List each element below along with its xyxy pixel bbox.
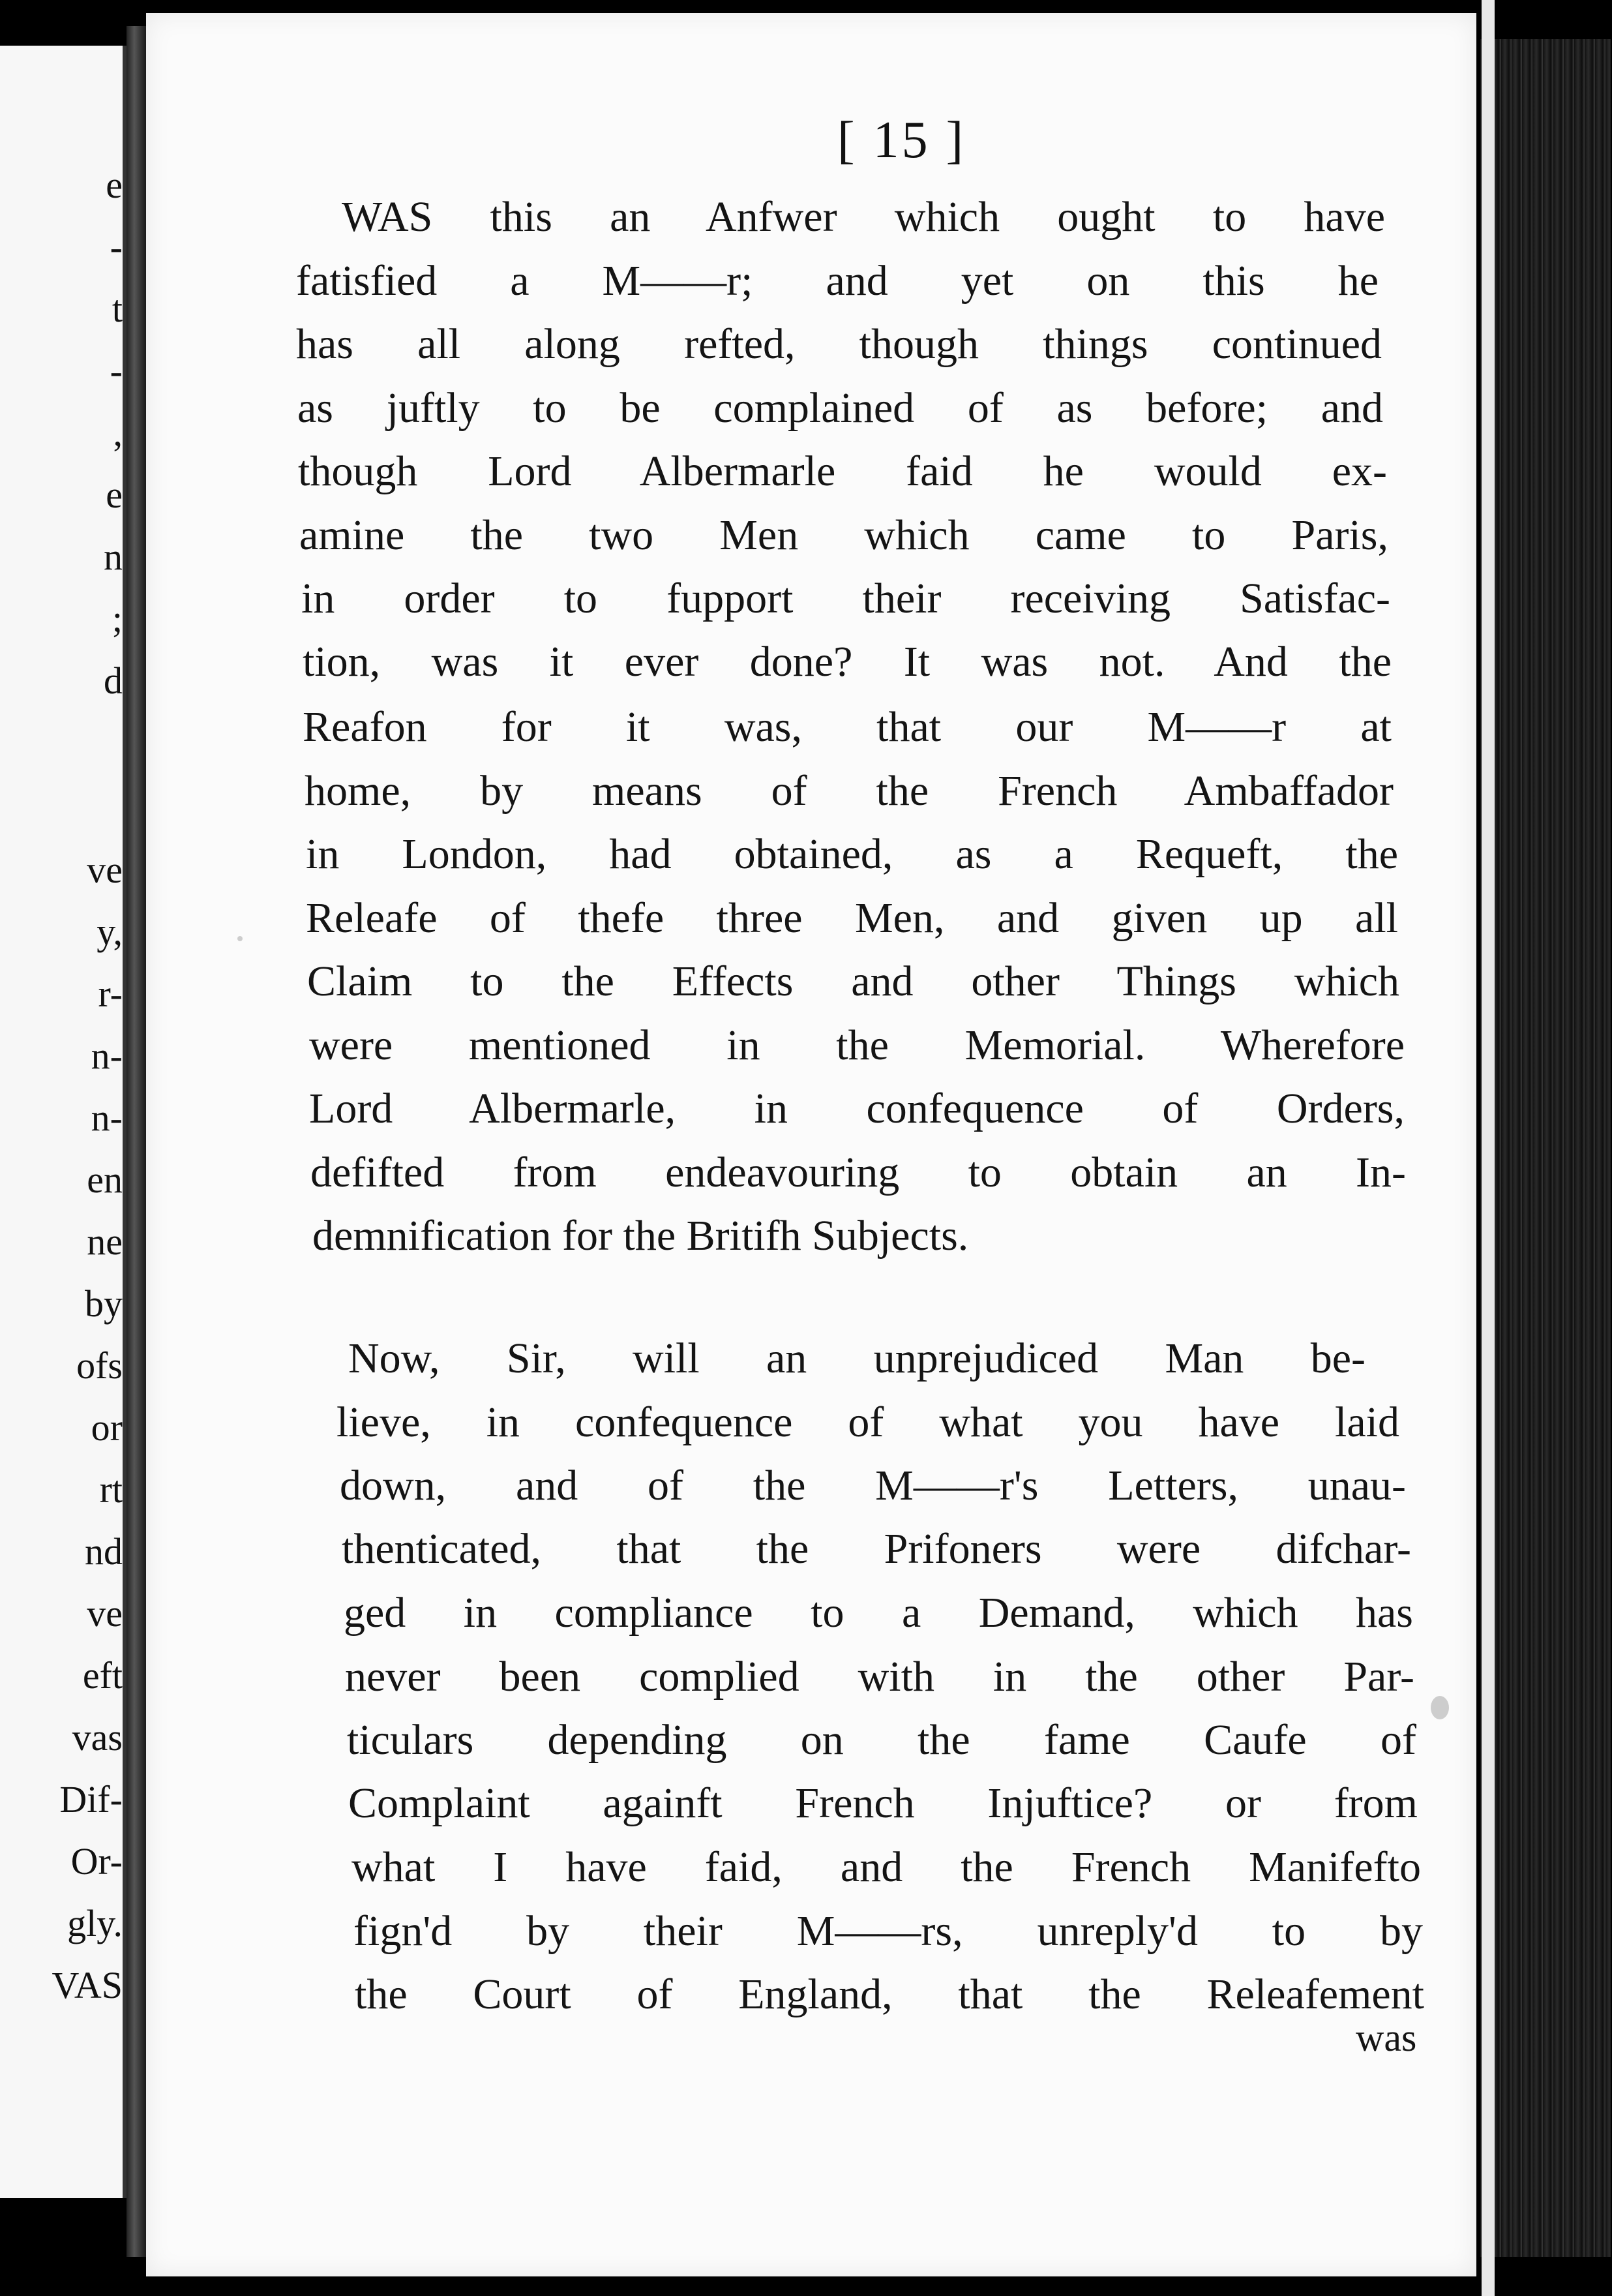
text-line: as juftly to be complained of as before; and [297, 384, 1383, 432]
text-line: amine the two Men which came to Paris, [299, 511, 1388, 559]
left-page-text-fragment: y, [97, 911, 123, 953]
text-line: lieve, in confequence of what you have laid [336, 1398, 1399, 1446]
text-line: fatisfied a M——r; and yet on this he [296, 257, 1379, 305]
page-edge-highlight [1482, 0, 1495, 2296]
text-line: has all along refted, though things continued [296, 320, 1382, 368]
text-line: the Court of England, that the Releafement [355, 1971, 1424, 2018]
text-line: were mentioned in the Memorial. Wherefore [309, 1021, 1405, 1069]
text-line: in order to fupport their receiving Satisfac- [301, 575, 1390, 622]
left-page-text-fragment: Dif- [59, 1778, 123, 1820]
left-page-text-fragment: ; [112, 597, 123, 640]
text-line: Lord Albermarle, in confequence of Orders, [309, 1085, 1405, 1132]
left-page-text-fragment: rt [99, 1468, 123, 1511]
main-page [146, 13, 1476, 2276]
left-page-text-fragment: en [87, 1158, 123, 1201]
left-page-text-fragment: e [106, 164, 123, 206]
left-page-text-fragment: - [110, 350, 123, 392]
text-line: what I have faid, and the French Manifefto [351, 1843, 1421, 1891]
left-page-text-fragment: or [91, 1406, 123, 1449]
smudge-mark [1431, 1696, 1449, 1719]
catchword: was [1356, 2016, 1417, 2059]
left-page-text-fragment: r- [98, 973, 123, 1015]
left-page-text-fragment: ofs [76, 1344, 123, 1387]
left-page-text-fragment: t [112, 288, 123, 330]
text-line: Claim to the Effects and other Things which [307, 958, 1399, 1005]
book-gutter [127, 26, 146, 2257]
text-line: Reafon for it was, that our M——r at [303, 703, 1392, 751]
text-line: Releafe of thefe three Men, and given up all [306, 894, 1398, 942]
left-page-text-fragment: n [104, 536, 123, 578]
left-page-text-fragment: n- [91, 1035, 123, 1077]
text-line: tion, was it ever done? It was not. And the [303, 638, 1392, 686]
text-line: thenticated, that the Prifoners were difchar- [342, 1525, 1411, 1573]
text-line: demnification for the Britifh Subjects. [312, 1212, 969, 1260]
text-line: Now, Sir, will an unprejudiced Man be- [348, 1335, 1366, 1382]
text-line: home, by means of the French Ambaffador [305, 767, 1394, 815]
text-line: down, and of the M——r's Letters, unau- [340, 1462, 1406, 1509]
left-page-text-fragment: e [106, 474, 123, 516]
page-number: [ 15 ] [837, 112, 966, 169]
text-line: fign'd by their M——rs, unreply'd to by [353, 1907, 1423, 1955]
left-page-text-fragment: d [104, 659, 123, 702]
text-line: Complaint againft French Injuftice? or from [348, 1779, 1418, 1827]
left-page-text-fragment: , [113, 412, 123, 454]
text-line: defifted from endeavouring to obtain an In- [310, 1149, 1406, 1196]
text-line: in London, had obtained, as a Requeft, the [306, 830, 1398, 878]
page-edges [1480, 39, 1611, 2257]
text-line: though Lord Albermarle faid he would ex- [298, 447, 1387, 495]
left-page-text-fragment: by [85, 1282, 123, 1325]
left-page-text-fragment: vas [72, 1716, 123, 1759]
left-page-text-fragment: gly. [67, 1902, 123, 1944]
left-page-fragment [0, 46, 127, 2198]
left-page-text-fragment: eft [82, 1654, 123, 1697]
left-page-text-fragment: n- [91, 1096, 123, 1139]
left-page-text-fragment: nd [85, 1530, 123, 1573]
text-line: never been complied with in the other Par- [345, 1653, 1414, 1700]
left-page-text-fragment: VAS [52, 1964, 123, 2006]
left-page-text-fragment: ne [87, 1220, 123, 1263]
left-page-text-fragment: - [110, 226, 123, 268]
left-page-text-fragment: ve [87, 849, 123, 891]
left-page-text-fragment: ve [87, 1592, 123, 1635]
text-line: ticulars depending on the fame Caufe of [347, 1716, 1416, 1764]
text-line: WAS this an Anfwer which ought to have [342, 193, 1385, 241]
text-line: ged in compliance to a Demand, which has [344, 1589, 1413, 1637]
smudge-mark [237, 936, 243, 941]
left-page-text-fragment: Or- [70, 1840, 123, 1882]
